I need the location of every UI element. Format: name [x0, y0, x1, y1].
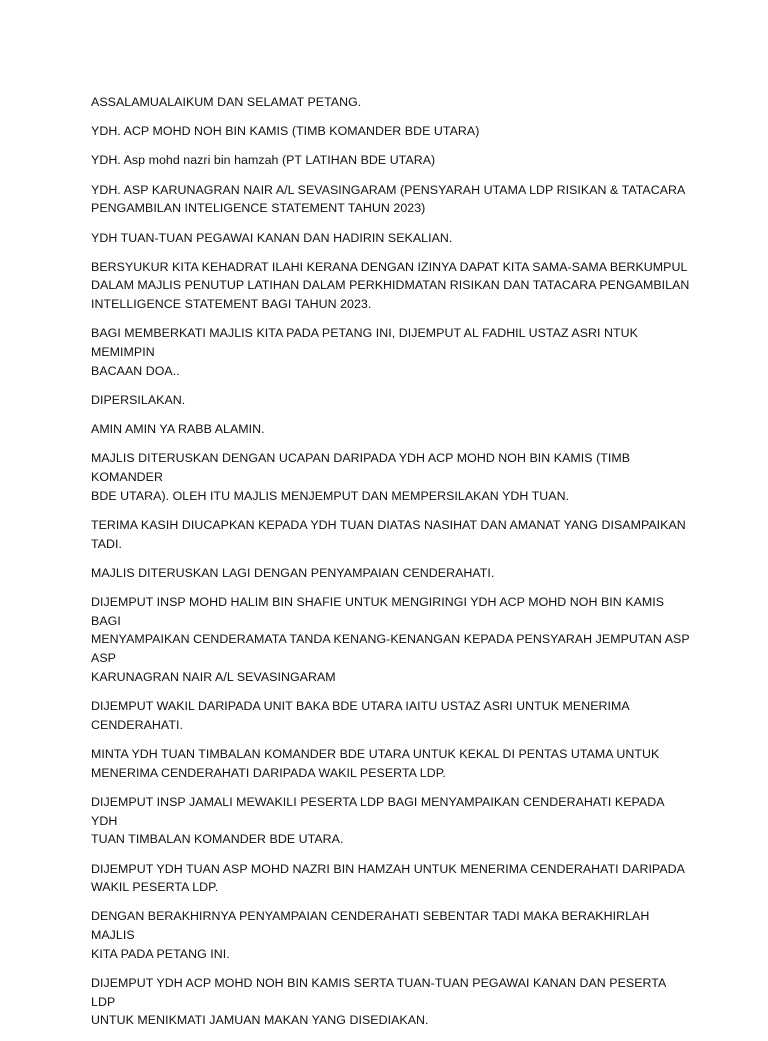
paragraph-dipersilakan: DIPERSILAKAN.	[91, 392, 186, 407]
paragraph-amin: AMIN AMIN YA RABB ALAMIN.	[91, 422, 265, 437]
paragraph-souvenir-4: DIJEMPUT INSP JAMALI MEWAKILI PESERTA LDP BAGI MENYAMPAIKAN CENDERAHATI KEPADA YDH TUAN TIMBALAN KOMANDER BDE UTARA.	[91, 794, 664, 847]
document-body	[91, 93, 691, 1041]
paragraph-souvenir-5: DIJEMPUT YDH TUAN ASP MOHD NAZRI BIN HAMZAH UNTUK MENERIMA CENDERAHATI DARIPADA WAKIL PESERTA LDP.	[91, 861, 685, 895]
paragraph-souvenir-1: DIJEMPUT INSP MOHD HALIM BIN SHAFIE UNTUK MENGIRINGI YDH ACP MOHD NOH BIN KAMIS BAGI MENYAMPAIKAN CENDERAMATA TANDA KENANG-KENANGAN KEPADA PENSYARAH JEMPUTAN ASP ASP KARUNAGRAN NAIR A/L SEVASINGARAM	[91, 595, 690, 684]
paragraph-speech: MAJLIS DITERUSKAN DENGAN UCAPAN DARIPADA YDH ACP MOHD NOH BIN KAMIS (TIMB KOMANDER BDE UTARA). OLEH ITU MAJLIS MENJEMPUT DAN MEMPERSILAKAN YDH TUAN.	[91, 451, 631, 503]
paragraph-thanks: TERIMA KASIH DIUCAPKAN KEPADA YDH TUAN DIATAS NASIHAT DAN AMANAT YANG DISAMPAIKAN TADI.	[91, 517, 686, 551]
paragraph-salutation-acp: YDH. ACP MOHD NOH BIN KAMIS (TIMB KOMANDER BDE UTARA)	[91, 124, 480, 139]
paragraph-salutation-asp-nazri: YDH. Asp mohd nazri bin hamzah (PT LATIHAN BDE UTARA)	[91, 153, 436, 168]
paragraph-salutation-asp-karunagran: YDH. ASP KARUNAGRAN NAIR A/L SEVASINGARAM (PENSYARAH UTAMA LDP RISIKAN & TATACARA PENGAMBILAN INTELIGENCE STATEMENT TAHUN 2023)	[91, 182, 686, 216]
paragraph-souvenir-3: MINTA YDH TUAN TIMBALAN KOMANDER BDE UTARA UNTUK KEKAL DI PENTAS UTAMA UNTUK MENERIMA CENDERAHATI DARIPADA WAKIL PESERTA LDP.	[91, 746, 660, 780]
paragraph-refreshments: DIJEMPUT YDH ACP MOHD NOH BIN KAMIS SERTA TUAN-TUAN PEGAWAI KANAN DAN PESERTA LDP UNTUK MENIKMATI JAMUAN MAKAN YANG DISEDIAKAN.	[91, 976, 666, 1028]
paragraph-salutation-officers: YDH TUAN-TUAN PEGAWAI KANAN DAN HADIRIN SEKALIAN.	[91, 230, 453, 245]
paragraph-souvenir-2: DIJEMPUT WAKIL DARIPADA UNIT BAKA BDE UTARA IAITU USTAZ ASRI UNTUK MENERIMA CENDERAHATI.	[91, 699, 630, 732]
paragraph-greeting: ASSALAMUALAIKUM DAN SELAMAT PETANG.	[91, 95, 362, 109]
paragraph-closing: DENGAN BERAKHIRNYA PENYAMPAIAN CENDERAHATI SEBENTAR TADI MAKA BERAKHIRLAH MAJLIS KITA PADA PETANG INI.	[91, 909, 650, 961]
paragraph-souvenir-intro: MAJLIS DITERUSKAN LAGI DENGAN PENYAMPAIAN CENDERAHATI.	[91, 565, 495, 580]
paragraph-prayer-invite: BAGI MEMBERKATI MAJLIS KITA PADA PETANG INI, DIJEMPUT AL FADHIL USTAZ ASRI NTUK MEMIMPIN BACAAN DOA..	[91, 326, 638, 378]
paragraph-gratitude: BERSYUKUR KITA KEHADRAT ILAHI KERANA DENGAN IZINYA DAPAT KITA SAMA-SAMA BERKUMPUL DALAM MAJLIS PENUTUP LATIHAN DALAM PERKHIDMATAN RISIKAN DAN TATACARA PENGAMBILAN INTELLIGENCE STATEMENT BAGI TAHUN 2023.	[91, 259, 690, 312]
